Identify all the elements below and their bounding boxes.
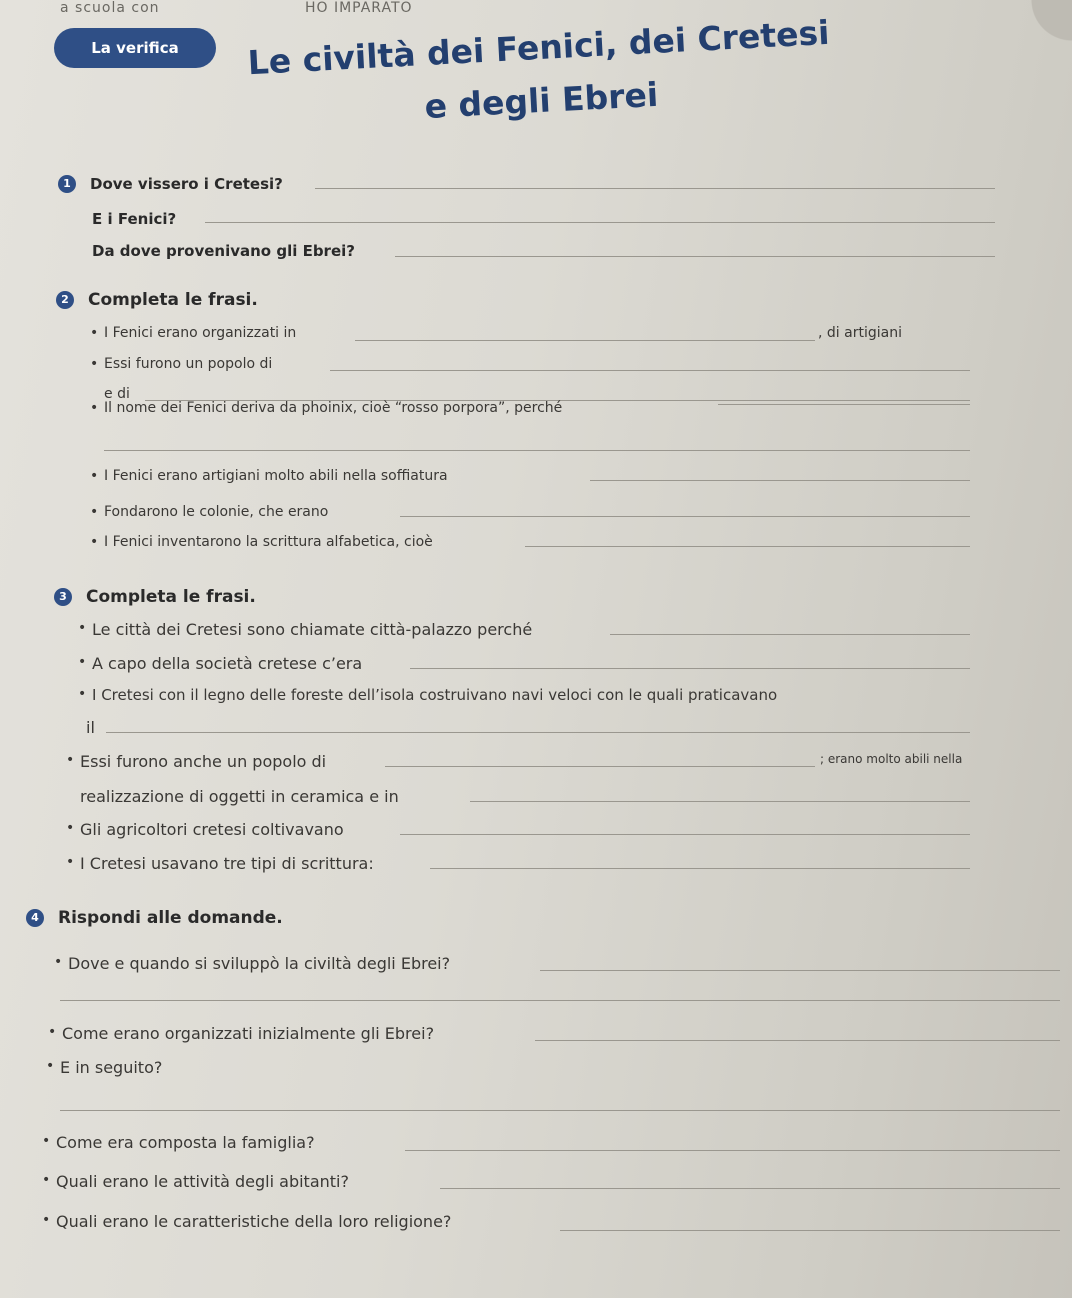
ex2-sentence-1-end: , di artigiani (818, 325, 902, 341)
exercise-1-q3: Da dove provenivano gli Ebrei? (92, 242, 355, 260)
exercise-2-heading: 2 Completa le frasi. (56, 290, 258, 310)
answer-line[interactable] (430, 868, 970, 869)
answer-line[interactable] (718, 404, 970, 405)
answer-line[interactable] (315, 188, 995, 189)
answer-line[interactable] (525, 546, 970, 547)
ex2-sentence-3: • Il nome dei Fenici deriva da phoinix, cioè “rosso porpora”, perché (104, 400, 562, 416)
answer-line[interactable] (410, 668, 970, 669)
exercise-4-heading: 4 Rispondi alle domande. (26, 908, 283, 928)
ex2-sentence-2b: e di (104, 386, 130, 402)
exercise-1-q2: E i Fenici? (92, 210, 177, 228)
exercise-number: 4 (26, 909, 44, 927)
ex3-sentence-5: • Gli agricoltori cretesi coltivavano (80, 820, 344, 839)
title-line-2: e degli Ebrei (423, 74, 660, 126)
ex4-question-4: • Come era composta la famiglia? (56, 1133, 315, 1152)
ex2-sentence-5: • Fondarono le colonie, che erano (104, 504, 328, 520)
verification-badge: La verifica (54, 28, 216, 68)
page-curl (982, 0, 1072, 90)
answer-line[interactable] (440, 1188, 1060, 1189)
title-line-1: Le civiltà dei Fenici, dei Cretesi (246, 12, 831, 83)
ex3-sentence-4b: realizzazione di oggetti in ceramica e in (80, 787, 399, 806)
answer-line[interactable] (205, 222, 995, 223)
ex2-sentence-1: • I Fenici erano organizzati in (104, 325, 296, 341)
ex4-question-2: • Come erano organizzati inizialmente gli Ebrei? (62, 1024, 434, 1043)
answer-line[interactable] (400, 834, 970, 835)
header-left: a scuola con (60, 0, 160, 16)
exercise-number: 1 (58, 175, 76, 193)
ex2-sentence-4: • I Fenici erano artigiani molto abili nella soffiatura (104, 468, 448, 484)
answer-line[interactable] (60, 1000, 1060, 1001)
ex4-question-5: • Quali erano le attività degli abitanti? (56, 1172, 349, 1191)
ex3-sentence-1: • Le città dei Cretesi sono chiamate città-palazzo perché (92, 620, 532, 639)
ex2-sentence-6: • I Fenici inventarono la scrittura alfabetica, cioè (104, 534, 433, 550)
ex3-sentence-3b: il (86, 718, 95, 737)
answer-line[interactable] (330, 370, 970, 371)
ex4-question-3: • E in seguito? (60, 1058, 162, 1077)
answer-line[interactable] (535, 1040, 1060, 1041)
ex3-sentence-6: • I Cretesi usavano tre tipi di scrittura: (80, 854, 374, 873)
ex2-sentence-2: • Essi furono un popolo di (104, 356, 272, 372)
ex3-sentence-4: • Essi furono anche un popolo di (80, 752, 326, 771)
ex4-question-6: • Quali erano le caratteristiche della loro religione? (56, 1212, 451, 1231)
exercise-number: 2 (56, 291, 74, 309)
answer-line[interactable] (590, 480, 970, 481)
ex4-question-1: • Dove e quando si sviluppò la civiltà degli Ebrei? (68, 954, 450, 973)
answer-line[interactable] (470, 801, 970, 802)
answer-line[interactable] (610, 634, 970, 635)
answer-line[interactable] (405, 1150, 1060, 1151)
answer-line[interactable] (385, 766, 815, 767)
page-title (238, 6, 843, 143)
answer-line[interactable] (400, 516, 970, 517)
answer-line[interactable] (106, 732, 970, 733)
exercise-3-heading: 3 Completa le frasi. (54, 587, 256, 607)
answer-line[interactable] (560, 1230, 1060, 1231)
ex3-sentence-4-end: ; erano molto abili nella (820, 752, 963, 766)
exercise-number: 3 (54, 588, 72, 606)
ex3-sentence-3: • I Cretesi con il legno delle foreste dell’isola costruivano navi veloci con le quali praticavano (92, 686, 777, 704)
answer-line[interactable] (104, 450, 970, 451)
answer-line[interactable] (395, 256, 995, 257)
answer-line[interactable] (540, 970, 1060, 971)
exercise-1-q1: 1 Dove vissero i Cretesi? (58, 174, 283, 194)
ex3-sentence-2: • A capo della società cretese c’era (92, 654, 362, 673)
answer-line[interactable] (60, 1110, 1060, 1111)
answer-line[interactable] (355, 340, 815, 341)
running-header (60, 0, 553, 16)
header-right: HO IMPARATO (304, 0, 413, 16)
